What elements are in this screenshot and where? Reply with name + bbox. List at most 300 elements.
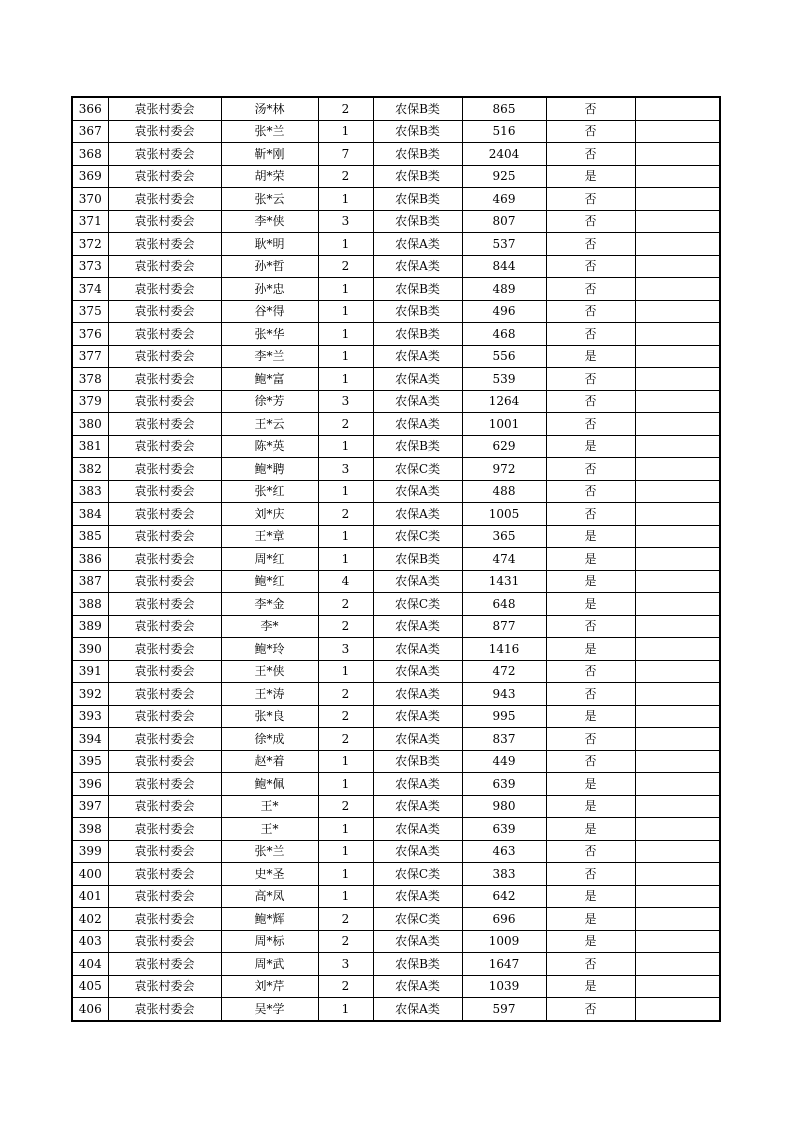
insurance-type-cell: 农保A类 <box>373 503 462 526</box>
status-cell: 是 <box>546 570 635 593</box>
remarks-cell <box>635 233 720 256</box>
household-size-cell: 2 <box>318 728 373 751</box>
remarks-cell <box>635 840 720 863</box>
status-cell: 是 <box>546 930 635 953</box>
household-size-cell: 2 <box>318 255 373 278</box>
insurance-type-cell: 农保B类 <box>373 953 462 976</box>
committee-cell: 袁张村委会 <box>108 863 221 886</box>
household-size-cell: 2 <box>318 165 373 188</box>
insurance-type-cell: 农保B类 <box>373 750 462 773</box>
household-size-cell: 2 <box>318 593 373 616</box>
remarks-cell <box>635 728 720 751</box>
status-cell: 否 <box>546 998 635 1021</box>
household-size-cell: 1 <box>318 548 373 571</box>
row-number-cell: 391 <box>72 660 108 683</box>
remarks-cell <box>635 210 720 233</box>
committee-cell: 袁张村委会 <box>108 368 221 391</box>
insurance-type-cell: 农保B类 <box>373 300 462 323</box>
row-number-cell: 403 <box>72 930 108 953</box>
remarks-cell <box>635 525 720 548</box>
committee-cell: 袁张村委会 <box>108 210 221 233</box>
row-number-cell: 404 <box>72 953 108 976</box>
household-size-cell: 3 <box>318 390 373 413</box>
amount-cell: 537 <box>462 233 546 256</box>
committee-cell: 袁张村委会 <box>108 683 221 706</box>
status-cell: 否 <box>546 863 635 886</box>
insurance-type-cell: 农保B类 <box>373 278 462 301</box>
status-cell: 否 <box>546 188 635 211</box>
status-cell: 是 <box>546 345 635 368</box>
table-row <box>72 548 720 571</box>
amount-cell: 837 <box>462 728 546 751</box>
name-cell: 鲍*红 <box>221 570 318 593</box>
status-cell: 否 <box>546 840 635 863</box>
row-number-cell: 377 <box>72 345 108 368</box>
table-row <box>72 458 720 481</box>
name-cell: 张*红 <box>221 480 318 503</box>
insurance-type-cell: 农保A类 <box>373 345 462 368</box>
table-row <box>72 570 720 593</box>
status-cell: 是 <box>546 705 635 728</box>
table-row <box>72 975 720 998</box>
household-size-cell: 1 <box>318 885 373 908</box>
row-number-cell: 398 <box>72 818 108 841</box>
row-number-cell: 392 <box>72 683 108 706</box>
committee-cell: 袁张村委会 <box>108 188 221 211</box>
amount-cell: 468 <box>462 323 546 346</box>
name-cell: 王* <box>221 818 318 841</box>
insurance-type-cell: 农保B类 <box>373 435 462 458</box>
name-cell: 鲍*聘 <box>221 458 318 481</box>
row-number-cell: 386 <box>72 548 108 571</box>
amount-cell: 2404 <box>462 143 546 166</box>
amount-cell: 463 <box>462 840 546 863</box>
insurance-type-cell: 农保A类 <box>373 705 462 728</box>
remarks-cell <box>635 503 720 526</box>
committee-cell: 袁张村委会 <box>108 885 221 908</box>
row-number-cell: 366 <box>72 97 108 120</box>
household-size-cell: 2 <box>318 975 373 998</box>
name-cell: 李*兰 <box>221 345 318 368</box>
household-size-cell: 1 <box>318 840 373 863</box>
amount-cell: 877 <box>462 615 546 638</box>
table-row <box>72 435 720 458</box>
remarks-cell <box>635 300 720 323</box>
insurance-type-cell: 农保B类 <box>373 120 462 143</box>
household-size-cell: 2 <box>318 413 373 436</box>
insurance-type-cell: 农保A类 <box>373 390 462 413</box>
committee-cell: 袁张村委会 <box>108 953 221 976</box>
insurance-type-cell: 农保A类 <box>373 638 462 661</box>
table-row <box>72 818 720 841</box>
household-size-cell: 1 <box>318 480 373 503</box>
household-size-cell: 1 <box>318 525 373 548</box>
remarks-cell <box>635 97 720 120</box>
household-size-cell: 2 <box>318 930 373 953</box>
household-size-cell: 1 <box>318 435 373 458</box>
row-number-cell: 370 <box>72 188 108 211</box>
committee-cell: 袁张村委会 <box>108 525 221 548</box>
insurance-type-cell: 农保A类 <box>373 660 462 683</box>
name-cell: 张*兰 <box>221 840 318 863</box>
household-size-cell: 2 <box>318 683 373 706</box>
household-size-cell: 3 <box>318 953 373 976</box>
row-number-cell: 387 <box>72 570 108 593</box>
row-number-cell: 384 <box>72 503 108 526</box>
status-cell: 否 <box>546 728 635 751</box>
status-cell: 是 <box>546 975 635 998</box>
status-cell: 否 <box>546 503 635 526</box>
name-cell: 王*侠 <box>221 660 318 683</box>
insurance-type-cell: 农保B类 <box>373 210 462 233</box>
amount-cell: 1005 <box>462 503 546 526</box>
amount-cell: 474 <box>462 548 546 571</box>
household-size-cell: 2 <box>318 705 373 728</box>
status-cell: 是 <box>546 525 635 548</box>
row-number-cell: 402 <box>72 908 108 931</box>
committee-cell: 袁张村委会 <box>108 300 221 323</box>
amount-cell: 943 <box>462 683 546 706</box>
insurance-type-cell: 农保A类 <box>373 818 462 841</box>
committee-cell: 袁张村委会 <box>108 278 221 301</box>
table-row <box>72 323 720 346</box>
name-cell: 王* <box>221 795 318 818</box>
remarks-cell <box>635 435 720 458</box>
remarks-cell <box>635 773 720 796</box>
amount-cell: 489 <box>462 278 546 301</box>
name-cell: 鲍*佩 <box>221 773 318 796</box>
insurance-type-cell: 农保A类 <box>373 840 462 863</box>
row-number-cell: 399 <box>72 840 108 863</box>
amount-cell: 488 <box>462 480 546 503</box>
remarks-cell <box>635 660 720 683</box>
status-cell: 否 <box>546 683 635 706</box>
committee-cell: 袁张村委会 <box>108 165 221 188</box>
status-cell: 是 <box>546 885 635 908</box>
status-cell: 是 <box>546 908 635 931</box>
row-number-cell: 396 <box>72 773 108 796</box>
table-row <box>72 728 720 751</box>
row-number-cell: 378 <box>72 368 108 391</box>
remarks-cell <box>635 998 720 1021</box>
remarks-cell <box>635 548 720 571</box>
committee-cell: 袁张村委会 <box>108 345 221 368</box>
row-number-cell: 401 <box>72 885 108 908</box>
remarks-cell <box>635 705 720 728</box>
amount-cell: 1001 <box>462 413 546 436</box>
household-size-cell: 2 <box>318 615 373 638</box>
insurance-type-cell: 农保A类 <box>373 368 462 391</box>
row-number-cell: 374 <box>72 278 108 301</box>
status-cell: 否 <box>546 233 635 256</box>
row-number-cell: 395 <box>72 750 108 773</box>
row-number-cell: 369 <box>72 165 108 188</box>
table-row <box>72 97 720 120</box>
committee-cell: 袁张村委会 <box>108 323 221 346</box>
insurance-type-cell: 农保B类 <box>373 548 462 571</box>
remarks-cell <box>635 413 720 436</box>
table-row <box>72 660 720 683</box>
household-size-cell: 1 <box>318 818 373 841</box>
remarks-cell <box>635 188 720 211</box>
insurance-type-cell: 农保C类 <box>373 525 462 548</box>
remarks-cell <box>635 795 720 818</box>
amount-cell: 365 <box>462 525 546 548</box>
household-size-cell: 2 <box>318 97 373 120</box>
status-cell: 否 <box>546 255 635 278</box>
table-row <box>72 795 720 818</box>
name-cell: 赵*着 <box>221 750 318 773</box>
insurance-type-cell: 农保C类 <box>373 458 462 481</box>
table-row <box>72 503 720 526</box>
insurance-type-cell: 农保A类 <box>373 255 462 278</box>
row-number-cell: 368 <box>72 143 108 166</box>
name-cell: 李*侠 <box>221 210 318 233</box>
insurance-type-cell: 农保A类 <box>373 683 462 706</box>
row-number-cell: 393 <box>72 705 108 728</box>
table-row <box>72 705 720 728</box>
name-cell: 王*章 <box>221 525 318 548</box>
insurance-type-cell: 农保B类 <box>373 143 462 166</box>
row-number-cell: 375 <box>72 300 108 323</box>
name-cell: 徐*成 <box>221 728 318 751</box>
row-number-cell: 406 <box>72 998 108 1021</box>
remarks-cell <box>635 390 720 413</box>
household-size-cell: 2 <box>318 503 373 526</box>
status-cell: 否 <box>546 660 635 683</box>
household-size-cell: 1 <box>318 323 373 346</box>
household-size-cell: 1 <box>318 660 373 683</box>
remarks-cell <box>635 953 720 976</box>
name-cell: 张*良 <box>221 705 318 728</box>
committee-cell: 袁张村委会 <box>108 975 221 998</box>
remarks-cell <box>635 323 720 346</box>
remarks-cell <box>635 885 720 908</box>
amount-cell: 449 <box>462 750 546 773</box>
table-row <box>72 885 720 908</box>
name-cell: 高*凤 <box>221 885 318 908</box>
remarks-cell <box>635 165 720 188</box>
remarks-cell <box>635 615 720 638</box>
name-cell: 周*武 <box>221 953 318 976</box>
committee-cell: 袁张村委会 <box>108 458 221 481</box>
data-table <box>71 96 721 1022</box>
remarks-cell <box>635 278 720 301</box>
committee-cell: 袁张村委会 <box>108 615 221 638</box>
household-size-cell: 2 <box>318 908 373 931</box>
household-size-cell: 1 <box>318 300 373 323</box>
household-size-cell: 2 <box>318 795 373 818</box>
amount-cell: 865 <box>462 97 546 120</box>
insurance-type-cell: 农保A类 <box>373 773 462 796</box>
amount-cell: 639 <box>462 773 546 796</box>
remarks-cell <box>635 750 720 773</box>
committee-cell: 袁张村委会 <box>108 143 221 166</box>
row-number-cell: 385 <box>72 525 108 548</box>
household-size-cell: 3 <box>318 458 373 481</box>
table-row <box>72 773 720 796</box>
insurance-type-cell: 农保A类 <box>373 728 462 751</box>
remarks-cell <box>635 345 720 368</box>
amount-cell: 516 <box>462 120 546 143</box>
amount-cell: 642 <box>462 885 546 908</box>
table-row <box>72 143 720 166</box>
row-number-cell: 376 <box>72 323 108 346</box>
remarks-cell <box>635 570 720 593</box>
amount-cell: 1647 <box>462 953 546 976</box>
household-size-cell: 4 <box>318 570 373 593</box>
row-number-cell: 390 <box>72 638 108 661</box>
amount-cell: 925 <box>462 165 546 188</box>
insurance-type-cell: 农保A类 <box>373 885 462 908</box>
insurance-type-cell: 农保A类 <box>373 233 462 256</box>
insurance-type-cell: 农保C类 <box>373 908 462 931</box>
row-number-cell: 371 <box>72 210 108 233</box>
name-cell: 刘*庆 <box>221 503 318 526</box>
name-cell: 周*标 <box>221 930 318 953</box>
table-row <box>72 525 720 548</box>
table-row <box>72 998 720 1021</box>
name-cell: 李* <box>221 615 318 638</box>
name-cell: 孙*忠 <box>221 278 318 301</box>
committee-cell: 袁张村委会 <box>108 390 221 413</box>
table-row <box>72 390 720 413</box>
table-row <box>72 345 720 368</box>
amount-cell: 844 <box>462 255 546 278</box>
row-number-cell: 394 <box>72 728 108 751</box>
status-cell: 否 <box>546 390 635 413</box>
table-row <box>72 480 720 503</box>
amount-cell: 995 <box>462 705 546 728</box>
committee-cell: 袁张村委会 <box>108 705 221 728</box>
committee-cell: 袁张村委会 <box>108 908 221 931</box>
table-row <box>72 210 720 233</box>
insurance-type-cell: 农保A类 <box>373 615 462 638</box>
insurance-type-cell: 农保A类 <box>373 975 462 998</box>
table-row <box>72 255 720 278</box>
status-cell: 是 <box>546 818 635 841</box>
row-number-cell: 389 <box>72 615 108 638</box>
name-cell: 鲍*辉 <box>221 908 318 931</box>
name-cell: 靳*刚 <box>221 143 318 166</box>
insurance-type-cell: 农保A类 <box>373 998 462 1021</box>
table-row <box>72 908 720 931</box>
table-row <box>72 120 720 143</box>
committee-cell: 袁张村委会 <box>108 593 221 616</box>
status-cell: 否 <box>546 458 635 481</box>
committee-cell: 袁张村委会 <box>108 795 221 818</box>
status-cell: 否 <box>546 480 635 503</box>
remarks-cell <box>635 458 720 481</box>
committee-cell: 袁张村委会 <box>108 840 221 863</box>
row-number-cell: 379 <box>72 390 108 413</box>
remarks-cell <box>635 480 720 503</box>
committee-cell: 袁张村委会 <box>108 998 221 1021</box>
household-size-cell: 1 <box>318 345 373 368</box>
household-size-cell: 1 <box>318 863 373 886</box>
name-cell: 周*红 <box>221 548 318 571</box>
status-cell: 否 <box>546 300 635 323</box>
committee-cell: 袁张村委会 <box>108 503 221 526</box>
remarks-cell <box>635 593 720 616</box>
amount-cell: 383 <box>462 863 546 886</box>
committee-cell: 袁张村委会 <box>108 773 221 796</box>
status-cell: 是 <box>546 165 635 188</box>
row-number-cell: 400 <box>72 863 108 886</box>
table-row <box>72 615 720 638</box>
status-cell: 否 <box>546 97 635 120</box>
amount-cell: 1264 <box>462 390 546 413</box>
amount-cell: 539 <box>462 368 546 391</box>
status-cell: 是 <box>546 773 635 796</box>
table-row <box>72 233 720 256</box>
household-size-cell: 1 <box>318 368 373 391</box>
status-cell: 是 <box>546 548 635 571</box>
amount-cell: 639 <box>462 818 546 841</box>
table-row <box>72 278 720 301</box>
insurance-type-cell: 农保A类 <box>373 480 462 503</box>
remarks-cell <box>635 930 720 953</box>
row-number-cell: 381 <box>72 435 108 458</box>
table-row <box>72 368 720 391</box>
committee-cell: 袁张村委会 <box>108 660 221 683</box>
remarks-cell <box>635 143 720 166</box>
name-cell: 谷*得 <box>221 300 318 323</box>
amount-cell: 696 <box>462 908 546 931</box>
insurance-type-cell: 农保C类 <box>373 863 462 886</box>
household-size-cell: 1 <box>318 278 373 301</box>
name-cell: 耿*明 <box>221 233 318 256</box>
committee-cell: 袁张村委会 <box>108 818 221 841</box>
status-cell: 否 <box>546 278 635 301</box>
name-cell: 吴*学 <box>221 998 318 1021</box>
row-number-cell: 382 <box>72 458 108 481</box>
committee-cell: 袁张村委会 <box>108 750 221 773</box>
insurance-type-cell: 农保A类 <box>373 570 462 593</box>
name-cell: 刘*芹 <box>221 975 318 998</box>
status-cell: 否 <box>546 210 635 233</box>
status-cell: 否 <box>546 323 635 346</box>
household-size-cell: 1 <box>318 120 373 143</box>
name-cell: 张*云 <box>221 188 318 211</box>
name-cell: 张*华 <box>221 323 318 346</box>
remarks-cell <box>635 368 720 391</box>
household-size-cell: 3 <box>318 210 373 233</box>
table-row <box>72 930 720 953</box>
row-number-cell: 405 <box>72 975 108 998</box>
status-cell: 是 <box>546 638 635 661</box>
insurance-type-cell: 农保A类 <box>373 930 462 953</box>
row-number-cell: 367 <box>72 120 108 143</box>
table-row <box>72 953 720 976</box>
committee-cell: 袁张村委会 <box>108 120 221 143</box>
status-cell: 否 <box>546 368 635 391</box>
name-cell: 胡*荣 <box>221 165 318 188</box>
name-cell: 鲍*玲 <box>221 638 318 661</box>
committee-cell: 袁张村委会 <box>108 435 221 458</box>
name-cell: 史*圣 <box>221 863 318 886</box>
name-cell: 孙*哲 <box>221 255 318 278</box>
insurance-type-cell: 农保B类 <box>373 165 462 188</box>
table-row <box>72 413 720 436</box>
household-size-cell: 1 <box>318 233 373 256</box>
amount-cell: 1039 <box>462 975 546 998</box>
name-cell: 陈*英 <box>221 435 318 458</box>
status-cell: 是 <box>546 435 635 458</box>
row-number-cell: 373 <box>72 255 108 278</box>
amount-cell: 972 <box>462 458 546 481</box>
row-number-cell: 388 <box>72 593 108 616</box>
